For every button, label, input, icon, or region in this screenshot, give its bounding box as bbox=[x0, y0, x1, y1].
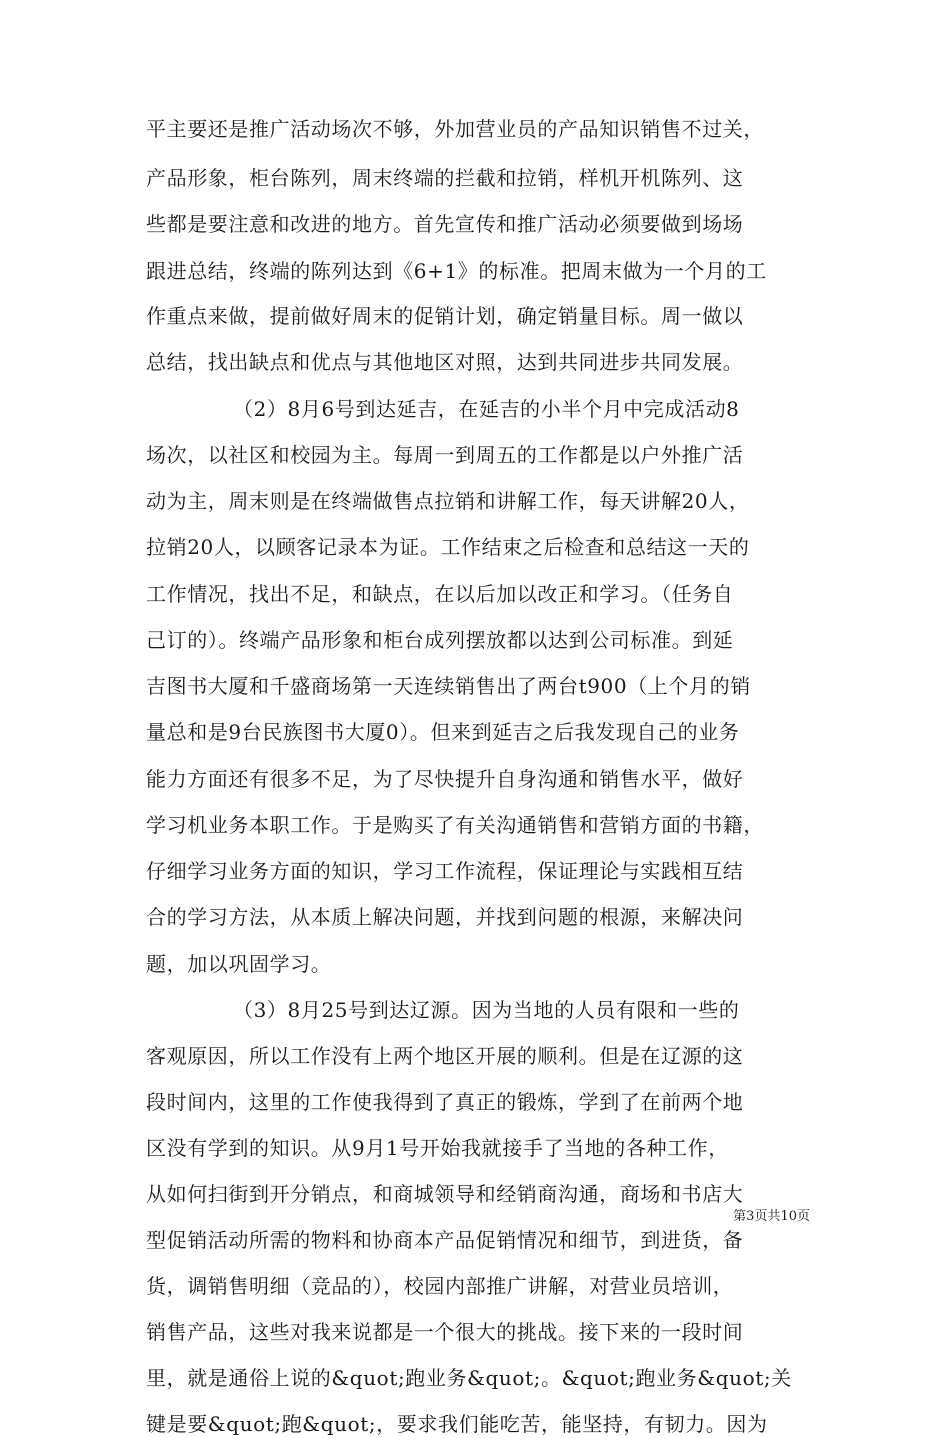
paragraph-first-line: （2）8月6号到达延吉，在延吉的小半个月中完成活动8 bbox=[233, 397, 740, 421]
text-line: 学习机业务本职工作。于是购买了有关沟通销售和营销方面的书籍， bbox=[146, 813, 764, 837]
text-line: 己订的）。终端产品形象和柜台成列摆放都以达到公司标准。到延 bbox=[146, 628, 734, 652]
text-line: 平主要还是推广活动场次不够，外加营业员的产品知识销售不过关， bbox=[146, 117, 764, 141]
text-line: 区没有学到的知识。从9月1号开始我就接手了当地的各种工作， bbox=[146, 1136, 729, 1160]
text-line: 拉销20人，以顾客记录本为证。工作结束之后检查和总结这一天的 bbox=[146, 535, 750, 559]
text-line: 里，就是通俗上说的&quot;跑业务&quot;。&quot;跑业务&quot;关 bbox=[146, 1366, 792, 1390]
text-line: 能力方面还有很多不足，为了尽快提升自身沟通和销售水平，做好 bbox=[146, 767, 744, 791]
text-line: 产品形象，柜台陈列，周末终端的拦截和拉销，样机开机陈列、这 bbox=[146, 166, 744, 190]
text-line: 客观原因，所以工作没有上两个地区开展的顺利。但是在辽源的这 bbox=[146, 1044, 744, 1068]
text-line: 作重点来做，提前做好周末的促销计划，确定销量目标。周一做以 bbox=[146, 304, 744, 328]
text-line: 吉图书大厦和千盛商场第一天连续销售出了两台t900（上个月的销 bbox=[146, 674, 751, 698]
text-line: 跟进总结，终端的陈列达到《6+1》的标准。把周末做为一个月的工 bbox=[146, 259, 767, 283]
text-line: 仔细学习业务方面的知识，学习工作流程，保证理论与实践相互结 bbox=[146, 859, 744, 883]
text-line: 场次，以社区和校园为主。每周一到周五的工作都是以户外推广活 bbox=[146, 443, 744, 467]
text-line: 合的学习方法，从本质上解决问题，并找到问题的根源，来解决问 bbox=[146, 905, 744, 929]
text-line: 工作情况，找出不足，和缺点，在以后加以改正和学习。（任务自 bbox=[146, 582, 734, 606]
text-line: 从如何扫街到开分销点，和商城领导和经销商沟通，商场和书店大 bbox=[146, 1182, 744, 1206]
text-line: 键是要&quot;跑&quot;，要求我们能吃苦，能坚持，有韧力。因为 bbox=[146, 1412, 768, 1436]
text-line: 量总和是9台民族图书大厦0）。但来到延吉之后我发现自己的业务 bbox=[146, 720, 740, 744]
text-line: 些都是要注意和改进的地方。首先宣传和推广活动必须要做到场场 bbox=[146, 212, 744, 236]
text-line: 动为主，周末则是在终端做售点拉销和讲解工作，每天讲解20人， bbox=[146, 489, 750, 513]
text-line: 段时间内，这里的工作使我得到了真正的锻炼，学到了在前两个地 bbox=[146, 1090, 744, 1114]
paragraph-first-line: （3）8月25号到达辽源。因为当地的人员有限和一些的 bbox=[233, 998, 740, 1022]
page-number-footer: 第3页共10页 bbox=[733, 1209, 810, 1224]
text-line: 销售产品，这些对我来说都是一个很大的挑战。接下来的一段时间 bbox=[146, 1320, 744, 1344]
text-line: 货，调销售明细（竞品的），校园内部推广讲解，对营业员培训， bbox=[146, 1274, 734, 1298]
text-line: 题，加以巩固学习。 bbox=[146, 952, 332, 976]
text-line: 型促销活动所需的物料和协商本产品促销情况和细节，到进货，备 bbox=[146, 1228, 744, 1252]
text-line: 总结，找出缺点和优点与其他地区对照，达到共同进步共同发展。 bbox=[146, 350, 744, 374]
